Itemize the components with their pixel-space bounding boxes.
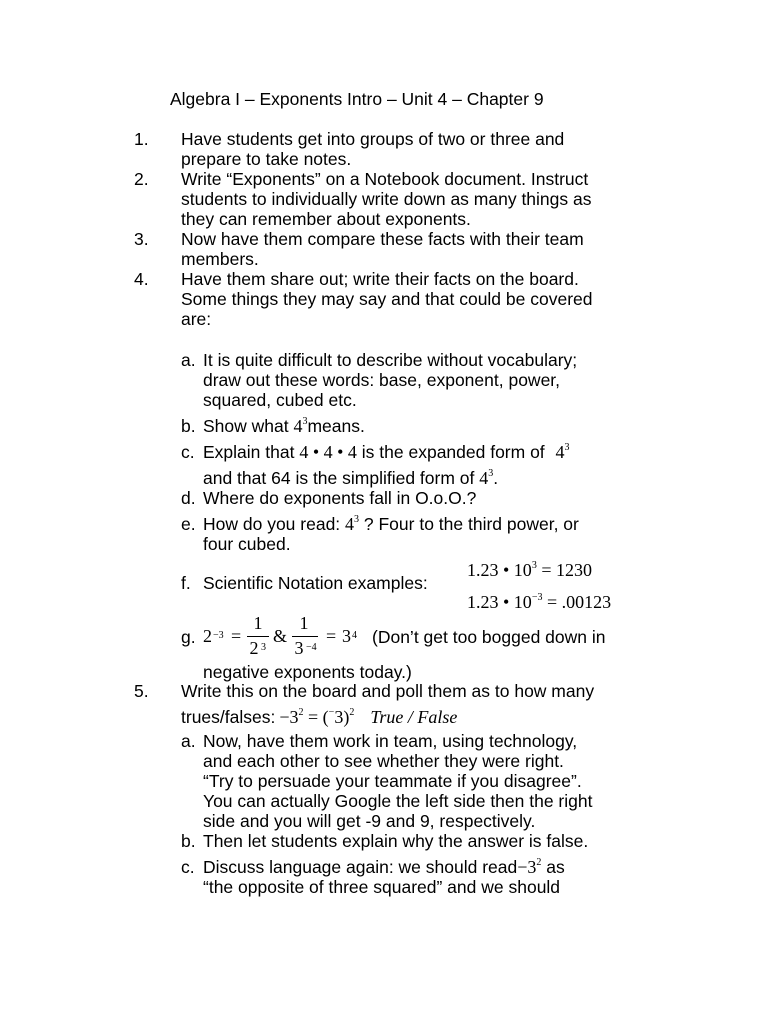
subitem-5c-post: as — [541, 857, 565, 877]
subitem-4e-pre: How do you read: — [203, 514, 346, 534]
read-expr: −3 — [517, 857, 537, 877]
item-5-line-2-text: trues/falses: — [181, 707, 276, 727]
item-2-line-2: students to individually write down as many things as — [181, 189, 592, 209]
item-3-line-2: members. — [181, 249, 259, 269]
item-2-line-3: they can remember about exponents. — [181, 209, 471, 229]
fraction-2-den-exp: −4 — [306, 642, 317, 653]
item-2-number: 2. — [134, 169, 149, 189]
sci-notation-eq-1: 1.23 • $10^3 = 1230$ — [467, 560, 592, 580]
math-exp-3: 3 — [354, 514, 360, 525]
subitem-4c-label: c. — [181, 442, 195, 462]
subitem-4e-label: e. — [181, 514, 196, 534]
subitem-5c-line-2: “the opposite of three squared” and we should — [203, 877, 561, 897]
fraction-2-numerator: 1 — [299, 613, 309, 633]
subitem-4g-label: g. — [181, 627, 196, 647]
subitem-4g-line-2: negative exponents today.) — [203, 662, 412, 682]
math-expanded: 4 • 4 • 4 — [299, 442, 357, 462]
tf-rhs-neg: − — [328, 707, 335, 718]
subitem-4c-line2: and that 64 is the simplified form of — [203, 468, 480, 488]
tf-lhs: −3 — [279, 707, 299, 727]
item-1-line-2: prepare to take notes. — [181, 149, 352, 169]
subitem-4a-line-1: It is quite difficult to describe without vocabulary; — [203, 350, 578, 370]
subitem-4a-line-2: draw out these words: base, exponent, power, — [203, 370, 561, 390]
item-4-line-2: Some things they may say and that could be covered — [181, 289, 593, 309]
item-2-line-1: Write “Exponents” on a Notebook document. Instruct — [181, 169, 589, 189]
subitem-5c-pre: Discuss language again: we should read — [203, 857, 518, 877]
subitem-5c-label: c. — [181, 857, 195, 877]
subitem-4c-mid: is the expanded form of — [356, 442, 550, 462]
subitem-4a-label: a. — [181, 350, 196, 370]
subitem-4b-post: means. — [307, 416, 365, 436]
item-4-line-1: Have them share out; write their facts on the board. — [181, 269, 579, 289]
subitem-4c-line-1 — [203, 442, 570, 466]
item-1-number: 1. — [134, 129, 149, 149]
subitem-5a-line-2: and each other to see whether they were right. — [203, 751, 564, 771]
subitem-5a-line-5: side and you will get -9 and 9, respectively. — [203, 811, 536, 831]
subitem-4a-line-3: squared, cubed etc. — [203, 390, 357, 410]
subitem-4b-label: b. — [181, 416, 196, 436]
fraction-1-numerator: 1 — [253, 613, 263, 633]
math-equals: = — [231, 626, 242, 646]
subitem-4f-label: f. — [181, 573, 191, 593]
item-3-line-1: Now have them compare these facts with their team — [181, 229, 584, 249]
item-5-line-2 — [181, 707, 457, 731]
math-exp-3: 3 — [302, 416, 308, 427]
item-3-number: 3. — [134, 229, 149, 249]
true-false-label: True / False — [370, 707, 458, 727]
sci-notation-eq-2: 1.23 • $10^{-3} = .00123$ — [467, 592, 612, 612]
subitem-4g-note: (Don’t get too bogged down in — [372, 627, 606, 647]
read-expr-exp: 2 — [536, 857, 542, 868]
math-base-4: 4 — [555, 442, 565, 462]
subitem-4d-label: d. — [181, 488, 196, 508]
fraction-2-bar — [292, 636, 318, 637]
fraction-1-bar — [247, 636, 269, 637]
math-base-4: 4 — [479, 468, 489, 488]
math-exp-3: 3 — [488, 468, 494, 479]
tf-rhs-exp: 2 — [349, 707, 355, 718]
subitem-4e-post: ? Four to the third power, or — [359, 514, 579, 534]
subitem-5a-line-1: Now, have them work in team, using technology, — [203, 731, 578, 751]
item-4-number: 4. — [134, 269, 149, 289]
math-equals: = — [326, 626, 337, 646]
tf-rhs-open: = ( — [303, 707, 329, 727]
fraction-2-den-base: 3 — [294, 638, 304, 658]
subitem-5a-line-4: You can actually Google the left side then the right — [203, 791, 593, 811]
math-exp-3: 3 — [564, 442, 570, 453]
page-title: Algebra I – Exponents Intro – Unit 4 – Chapter 9 — [170, 89, 544, 109]
subitem-4e-line-2: four cubed. — [203, 534, 291, 554]
fraction-1-den-base: 2 — [249, 638, 259, 658]
subitem-4b-pre: Show what — [203, 416, 294, 436]
item-5-line-1: Write this on the board and poll them as to how many — [181, 681, 595, 701]
math-exp-4: 4 — [352, 630, 357, 641]
subitem-5a-label: a. — [181, 731, 196, 751]
subitem-5b-text: Then let students explain why the answer is false. — [203, 831, 589, 851]
subitem-4c-line-2: and that 64 is the simplified form of $4^3$. — [203, 468, 499, 488]
item-4-line-3: are: — [181, 309, 212, 329]
tf-lhs-exp: 2 — [298, 707, 304, 718]
math-base-2: 2 — [203, 626, 212, 646]
subitem-4d-text: Where do exponents fall in O.o.O.? — [203, 488, 477, 508]
math-base-4: 4 — [345, 514, 355, 534]
fraction-1-den-exp: 3 — [261, 642, 266, 653]
subitem-4f-text: Scientific Notation examples: — [203, 573, 428, 593]
math-base-3: 3 — [342, 626, 351, 646]
math-exp-neg3: −3 — [213, 630, 224, 641]
subitem-5b-label: b. — [181, 831, 196, 851]
subitem-4c-pre: Explain that — [203, 442, 300, 462]
item-5-number: 5. — [134, 681, 149, 701]
subitem-4b-line — [203, 416, 365, 440]
subitem-5a-line-3: “Try to persuade your teammate if you disagree”. — [203, 771, 582, 791]
item-1-line-1: Have students get into groups of two or three and — [181, 129, 565, 149]
tf-rhs-base: 3) — [334, 707, 350, 727]
math-ampersand: & — [273, 626, 288, 646]
math-base-4: 4 — [293, 416, 303, 436]
